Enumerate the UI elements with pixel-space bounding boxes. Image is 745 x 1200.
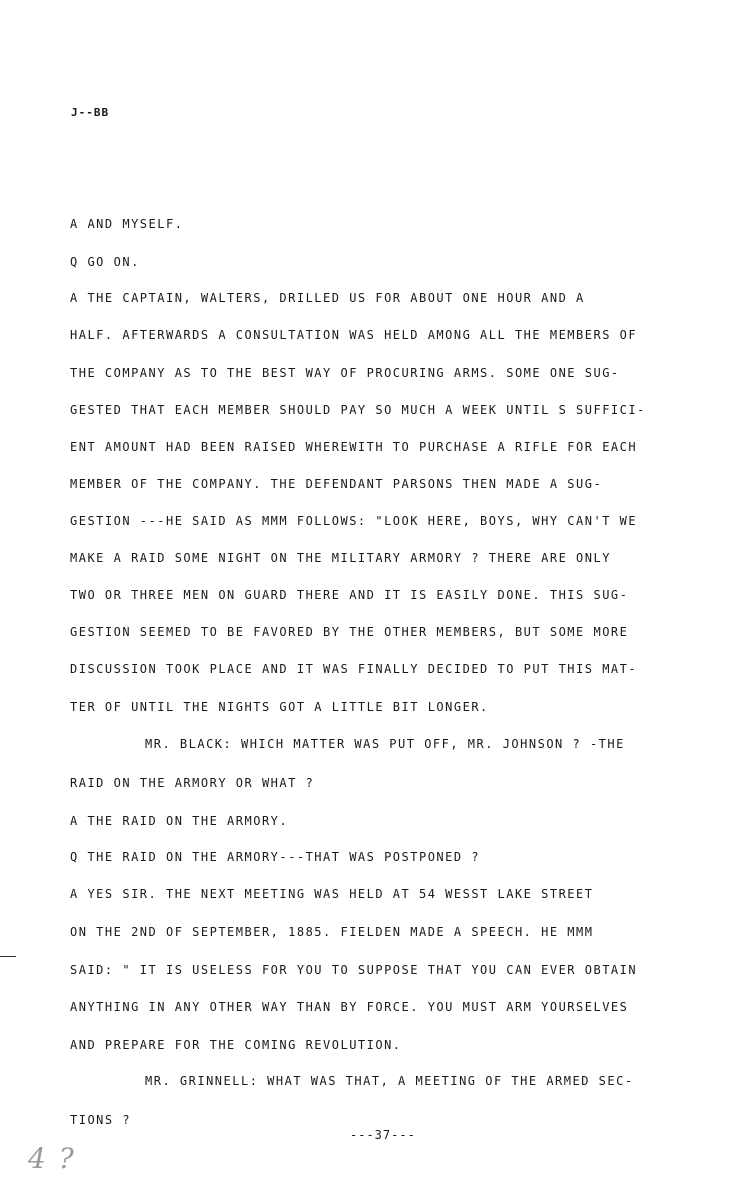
- text-line: ANYTHING IN ANY OTHER WAY THAN BY FORCE. YOU MUST ARM YOURSELVES: [70, 1000, 629, 1014]
- text-line: A YES SIR. THE NEXT MEETING WAS HELD AT 54 WESST LAKE STREET: [70, 887, 594, 901]
- text-line: ON THE 2ND OF SEPTEMBER, 1885. FIELDEN MADE A SPEECH. HE MMM: [70, 925, 594, 939]
- page-number: ---37---: [350, 1128, 416, 1142]
- text-line: HALF. AFTERWARDS A CONSULTATION WAS HELD AMONG ALL THE MEMBERS OF: [70, 328, 638, 342]
- text-line: DISCUSSION TOOK PLACE AND IT WAS FINALLY DECIDED TO PUT THIS MAT-: [70, 662, 638, 676]
- text-line: MAKE A RAID SOME NIGHT ON THE MILITARY ARMORY ? THERE ARE ONLY: [70, 551, 611, 565]
- text-line: MR. BLACK: WHICH MATTER WAS PUT OFF, MR. JOHNSON ? -THE: [145, 737, 625, 751]
- handwritten-margin-note: 4 ?: [28, 1142, 76, 1175]
- text-line: TWO OR THREE MEN ON GUARD THERE AND IT IS EASILY DONE. THIS SUG-: [70, 588, 629, 602]
- text-line: Q THE RAID ON THE ARMORY---THAT WAS POSTPONED ?: [70, 850, 481, 864]
- text-line: THE COMPANY AS TO THE BEST WAY OF PROCURING ARMS. SOME ONE SUG-: [70, 366, 620, 380]
- text-line: A THE RAID ON THE ARMORY.: [70, 814, 289, 828]
- text-line: MR. GRINNELL: WHAT WAS THAT, A MEETING OF THE ARMED SEC-: [145, 1074, 634, 1088]
- text-line: A AND MYSELF.: [70, 217, 184, 231]
- text-line: GESTION SEEMED TO BE FAVORED BY THE OTHER MEMBERS, BUT SOME MORE: [70, 625, 629, 639]
- text-line: TER OF UNTIL THE NIGHTS GOT A LITTLE BIT LONGER.: [70, 700, 489, 714]
- text-line: AND PREPARE FOR THE COMING REVOLUTION.: [70, 1038, 402, 1052]
- text-line: A THE CAPTAIN, WALTERS, DRILLED US FOR ABOUT ONE HOUR AND A: [70, 291, 585, 305]
- margin-tick-mark: [0, 956, 16, 957]
- page-header-code: J--BB: [71, 106, 110, 119]
- text-line: Q GO ON.: [70, 255, 140, 269]
- text-line: MEMBER OF THE COMPANY. THE DEFENDANT PARSONS THEN MADE A SUG-: [70, 477, 603, 491]
- text-line: RAID ON THE ARMORY OR WHAT ?: [70, 776, 315, 790]
- text-line: GESTION ---HE SAID AS MMM FOLLOWS: "LOOK HERE, BOYS, WHY CAN'T WE: [70, 514, 638, 528]
- text-line: ENT AMOUNT HAD BEEN RAISED WHEREWITH TO PURCHASE A RIFLE FOR EACH: [70, 440, 638, 454]
- text-line: TIONS ?: [70, 1113, 132, 1127]
- text-line: SAID: " IT IS USELESS FOR YOU TO SUPPOSE THAT YOU CAN EVER OBTAIN: [70, 963, 638, 977]
- text-line: GESTED THAT EACH MEMBER SHOULD PAY SO MUCH A WEEK UNTIL S SUFFICI-: [70, 403, 646, 417]
